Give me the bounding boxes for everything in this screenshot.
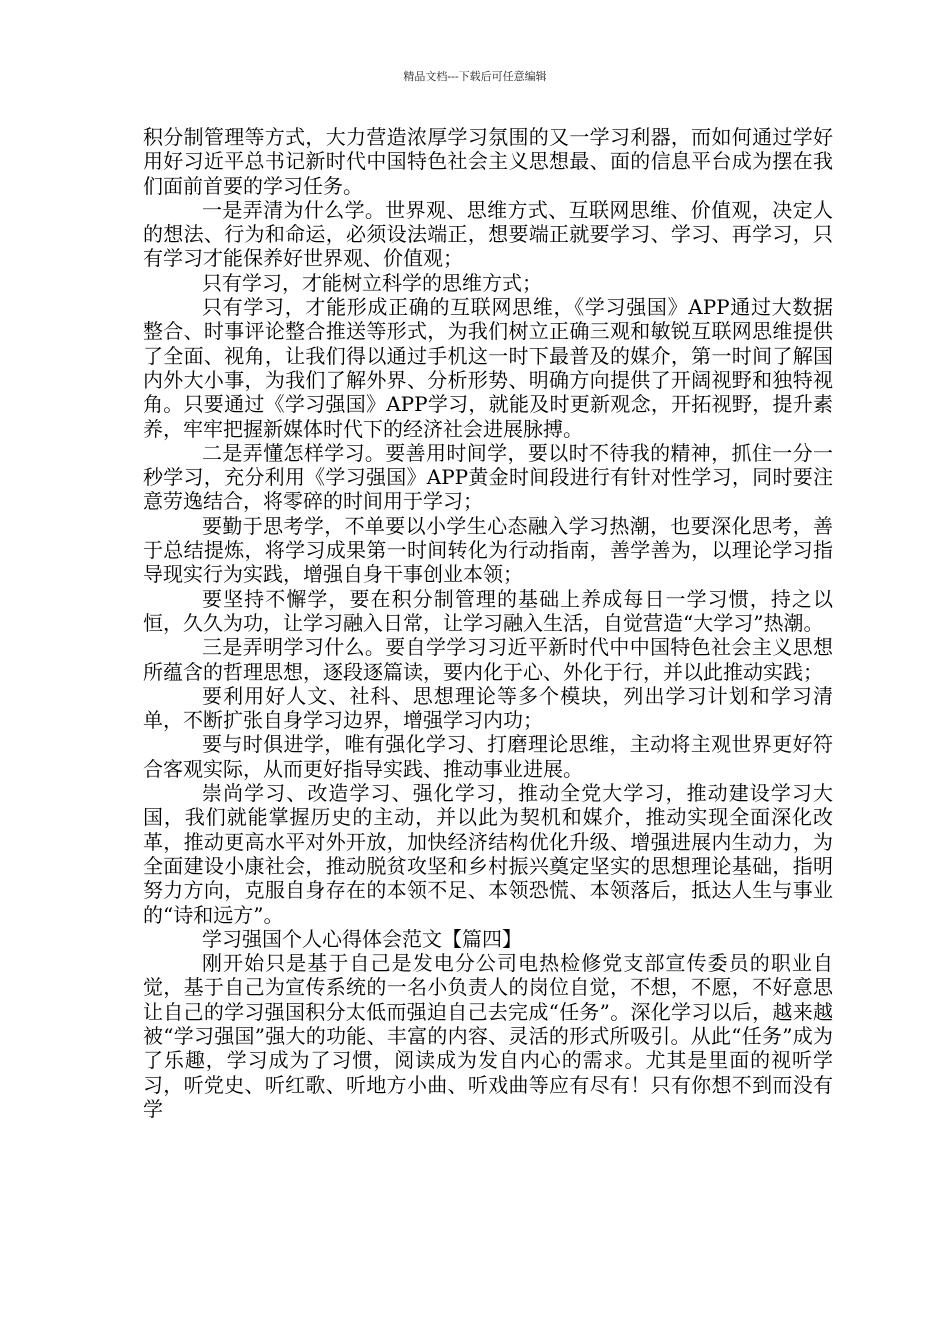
paragraph: 刚开始只是基于自己是发电分公司电热检修党支部宣传委员的职业自觉，基于自己为宣传系统的一名小负责人的岗位自觉，不想，不愿，不好意思让自己的学习强国积分太低而强迫自己去完成“任务”。深化学习以后，越来越被“学习强国”强大的功能、丰富的内容、灵活的形式所吸引。从此“任务”成为了乐趣，学习成为了习惯，阅读成为发自内心的需求。尤其是里面的视听学习，听党史、听红歌、听地方小曲、听戏曲等应有尽有！只有你想不到而没有学 (143, 951, 833, 1121)
paragraph: 积分制管理等方式，大力营造浓厚学习氛围的又一学习利器，而如何通过学好用好习近平总书记新时代中国特色社会主义思想最、面的信息平台成为摆在我们面前首要的学习任务。 (143, 125, 833, 198)
paragraph: 要坚持不懈学，要在积分制管理的基础上养成每日一学习惯，持之以恒，久久为功，让学习融入日常，让学习融入生活，自觉营造“大学习”热潮。 (143, 586, 833, 635)
document-body (143, 125, 833, 1121)
paragraph: 要与时俱进学，唯有强化学习、打磨理论思维，主动将主观世界更好符合客观实际，从而更好指导实践、推动事业进展。 (143, 732, 833, 781)
paragraph: 只有学习，才能树立科学的思维方式； (202, 270, 542, 295)
paragraph: 三是弄明学习什么。要自学学习习近平新时代中中国特色社会主义思想所蕴含的哲理思想，逐段逐篇读，要内化于心、外化于行，并以此推动实践； (143, 635, 833, 684)
paragraph: 一是弄清为什么学。世界观、思维方式、互联网思维、价值观，决定人的想法、行为和命运，必须设法端正，想要端正就要学习、学习、再学习，只有学习才能保养好世界观、价值观； (143, 197, 833, 271)
paragraph: 要勤于思考学，不单要以小学生心态融入学习热潮，也要深化思考，善于总结提炼，将学习成果第一时间转化为行动指南，善学善为，以理论学习指导现实行为实践，增强自身干事创业本领； (143, 513, 833, 587)
paragraph: 崇尚学习、改造学习、强化学习，推动全党大学习，推动建设学习大国，我们就能掌握历史的主动，并以此为契机和媒介，推动实现全面深化改革，推动更高水平对外开放，加快经济结构优化升级、增强进展内生动力，为全面建设小康社会，推动脱贫攻坚和乡村振兴奠定坚实的思想理论基础，指明努力方向，克服自身存在的本领不足、本领恐慌、本领落后，抵达人生与事业的“诗和远方”。 (143, 781, 833, 927)
page-header: 精品文档---下载后可任意编辑 (403, 70, 547, 83)
section-heading: 学习强国个人心得体会范文【篇四】 (202, 926, 522, 951)
paragraph: 只有学习，才能形成正确的互联网思维，《学习强国》APP通过大数据整合、时事评论整合推送等形式，为我们树立正确三观和敏锐互联网思维提供了全面、视角，让我们得以通过手机这一时下最普及的媒介，第一时间了解国内外大小事，为我们了解外界、分析形势、明确方向提供了开阔视野和独特视角。只要通过《学习强国》APP学习，就能及时更新观念，开拓视野，提升素养，牢牢把握新媒体时代下的经济社会进展脉搏。 (143, 295, 833, 441)
paragraph: 二是弄懂怎样学习。要善用时间学，要以时不待我的精神，抓住一分一秒学习，充分利用《学习强国》APP黄金时间段进行有针对性学习，同时要注意劳逸结合，将零碎的时间用于学习； (143, 440, 833, 514)
paragraph: 要利用好人文、社科、思想理论等多个模块，列出学习计划和学习清单，不断扩张自身学习边界，增强学习内功； (143, 683, 833, 733)
